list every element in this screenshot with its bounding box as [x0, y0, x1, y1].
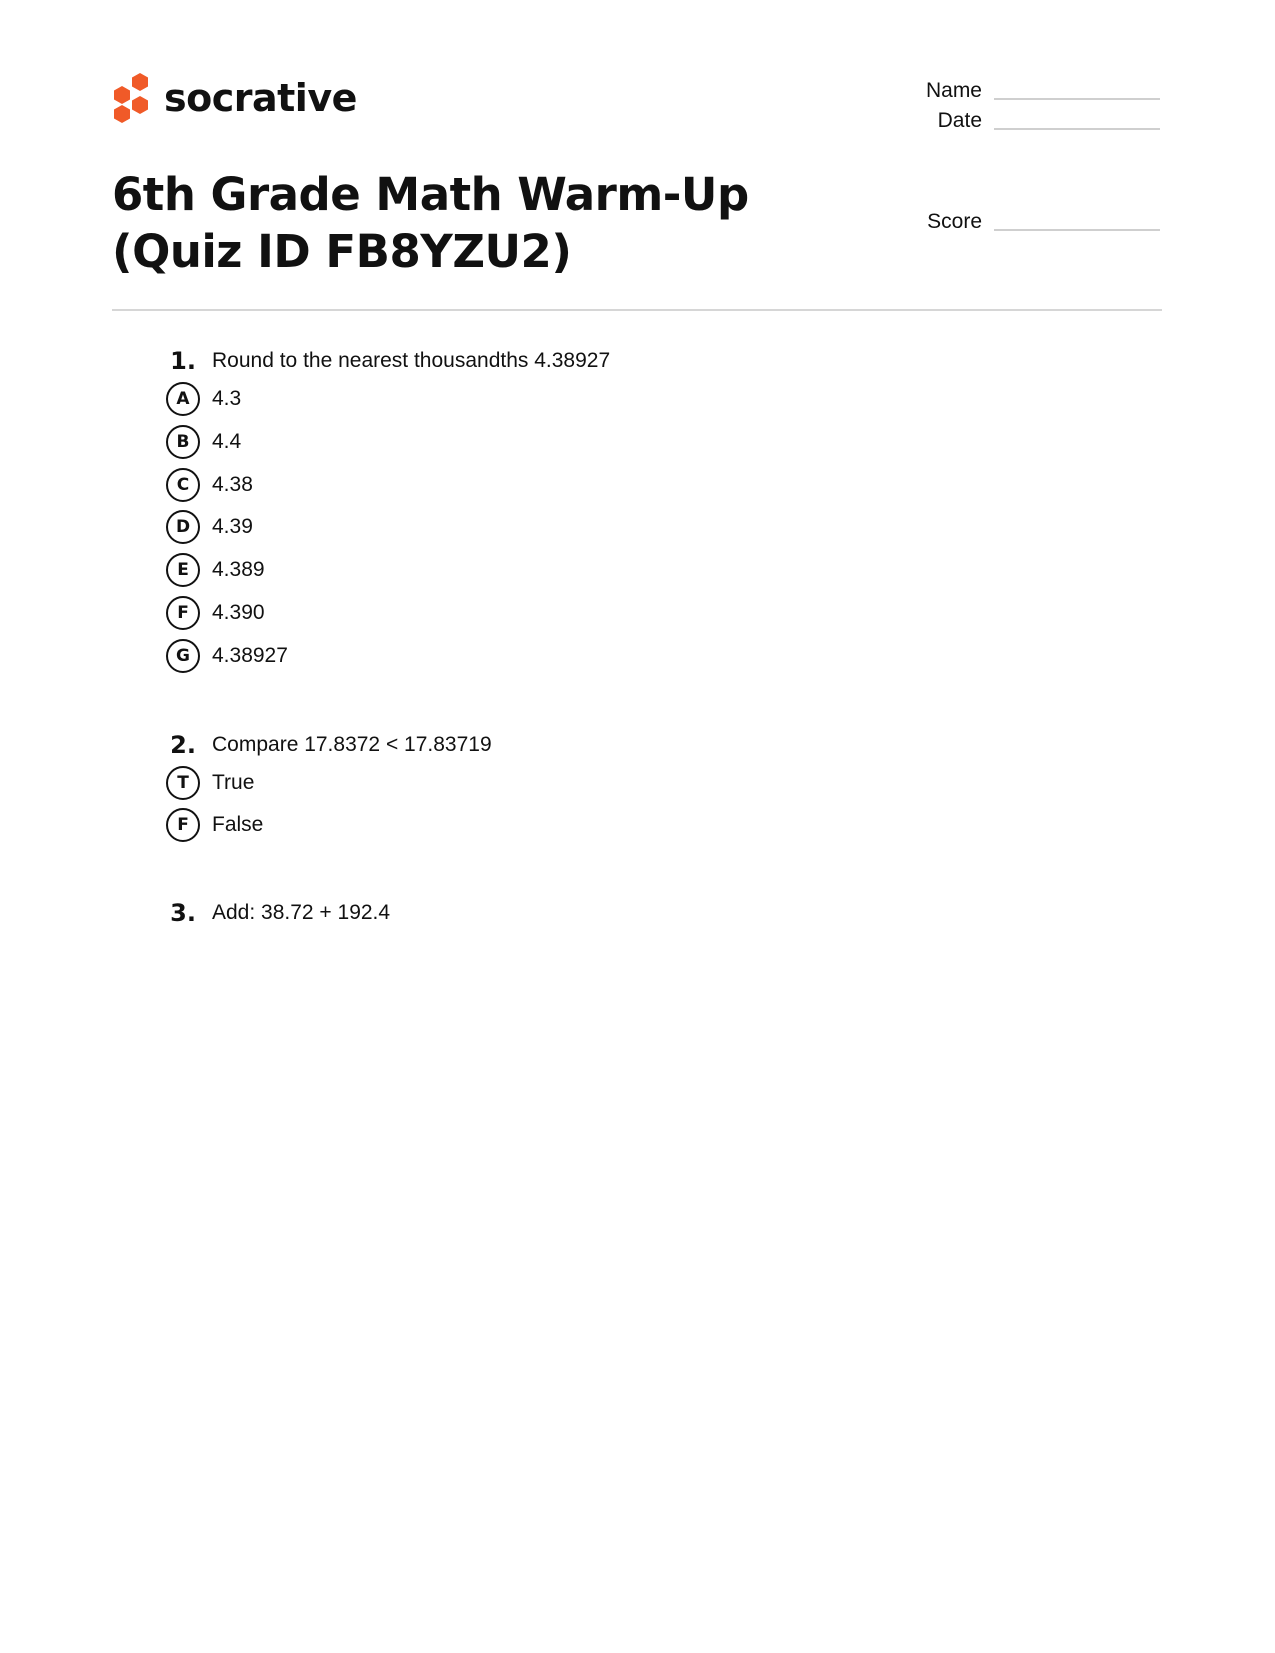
answer-text: True	[212, 771, 255, 794]
answer-bubble[interactable]: D	[166, 510, 200, 544]
answer-text: 4.3	[212, 387, 242, 410]
answer-bubble[interactable]: E	[166, 553, 200, 587]
question-text: Round to the nearest thousandths 4.38927	[212, 349, 611, 372]
answer-bubble[interactable]: F	[166, 808, 200, 842]
answer-option-f[interactable]	[166, 596, 866, 630]
score-label: Score	[927, 210, 982, 233]
student-info-fields	[880, 0, 1170, 260]
answer-text: False	[212, 813, 264, 836]
score-field[interactable]	[880, 207, 1170, 237]
answer-bubble[interactable]: A	[166, 382, 200, 416]
answer-option-c[interactable]	[166, 468, 866, 502]
question-text: Compare 17.8372 < 17.83719	[212, 733, 492, 756]
date-field[interactable]	[880, 106, 1170, 136]
answer-option-a[interactable]	[166, 382, 866, 416]
answer-option-d[interactable]	[166, 510, 866, 544]
socrative-logo	[112, 72, 357, 124]
answer-text: 4.38	[212, 473, 253, 496]
question-number: 3.	[170, 899, 196, 927]
answer-option-false[interactable]	[166, 808, 866, 842]
date-label: Date	[937, 109, 982, 132]
name-field[interactable]	[880, 76, 1170, 106]
answer-option-g[interactable]	[166, 639, 866, 673]
answer-bubble[interactable]: C	[166, 468, 200, 502]
date-line[interactable]	[994, 128, 1160, 130]
answer-bubble[interactable]: B	[166, 425, 200, 459]
name-label: Name	[925, 79, 982, 102]
header-divider	[112, 309, 1162, 311]
answer-option-true[interactable]	[166, 766, 866, 800]
score-line[interactable]	[994, 229, 1160, 231]
hexagon-cluster-logo-icon	[112, 72, 152, 124]
answer-bubble[interactable]: G	[166, 639, 200, 673]
answer-text: 4.4	[212, 430, 242, 453]
name-line[interactable]	[994, 98, 1160, 100]
answer-bubble[interactable]: F	[166, 596, 200, 630]
answer-option-e[interactable]	[166, 553, 866, 587]
question-number: 2.	[170, 731, 196, 759]
answer-text: 4.390	[212, 601, 265, 624]
brand-name: socrative	[164, 76, 357, 120]
answer-bubble[interactable]: T	[166, 766, 200, 800]
answer-text: 4.38927	[212, 644, 288, 667]
question-text: Add: 38.72 + 192.4	[212, 901, 391, 924]
quiz-title: 6th Grade Math Warm-Up (Quiz ID FB8YZU2)	[112, 168, 749, 278]
answer-text: 4.39	[212, 515, 253, 538]
answer-option-b[interactable]	[166, 425, 866, 459]
answer-text: 4.389	[212, 558, 265, 581]
question-number: 1.	[170, 347, 196, 375]
